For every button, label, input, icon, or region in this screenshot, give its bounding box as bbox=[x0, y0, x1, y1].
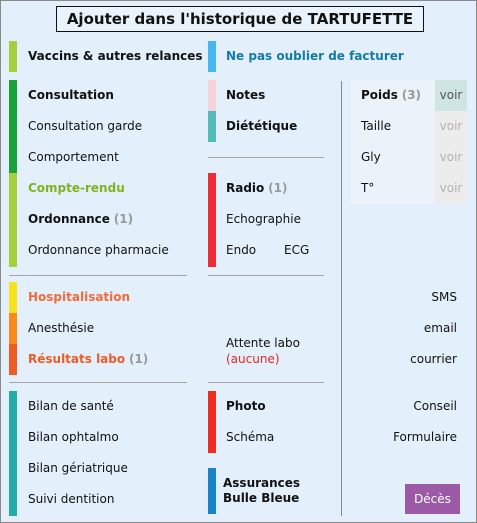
courrier-button[interactable]: courrier bbox=[410, 352, 457, 366]
resultats-labo-count: (1) bbox=[128, 352, 149, 366]
middle-divider-2 bbox=[208, 275, 324, 276]
notes-bar bbox=[208, 80, 216, 111]
facturer-bar bbox=[208, 41, 216, 72]
attente-labo-label[interactable]: Attente labo bbox=[226, 336, 300, 350]
dietetique-button[interactable]: Diététique bbox=[226, 119, 298, 133]
ordonnance-label: Ordonnance bbox=[28, 212, 110, 226]
email-button[interactable]: email bbox=[423, 321, 457, 335]
formulaire-button[interactable]: Formulaire bbox=[393, 430, 457, 444]
consultation-garde-button[interactable]: Consultation garde bbox=[28, 119, 143, 133]
gly-voir-button[interactable]: voir bbox=[435, 142, 467, 173]
poids-count: (3) bbox=[401, 88, 422, 102]
left-divider-2 bbox=[9, 382, 187, 383]
radio-count: (1) bbox=[268, 181, 288, 195]
assurances-bar bbox=[208, 468, 216, 514]
left-divider-1 bbox=[9, 275, 187, 276]
consultation-button[interactable]: Consultation bbox=[28, 88, 114, 102]
right-column-separator bbox=[341, 81, 342, 516]
temperature-voir-button[interactable]: voir bbox=[435, 173, 467, 204]
ordonnance-button[interactable] bbox=[28, 212, 133, 226]
radio-button[interactable] bbox=[226, 181, 287, 195]
dietetique-bar bbox=[208, 111, 216, 142]
anesthesie-button[interactable]: Anesthésie bbox=[28, 321, 95, 335]
vaccins-button[interactable]: Vaccins & autres relances bbox=[28, 49, 203, 63]
resultats-labo-bar bbox=[9, 344, 17, 375]
ordonnance-pharmacie-button[interactable]: Ordonnance pharmacie bbox=[28, 243, 169, 257]
hospitalisation-bar bbox=[9, 282, 17, 313]
radio-label: Radio bbox=[226, 181, 265, 195]
resultats-labo-label: Résultats labo bbox=[28, 352, 126, 366]
attente-labo-status: (aucune) bbox=[226, 352, 280, 366]
assurances-line1: Assurances bbox=[223, 476, 301, 490]
endo-button[interactable]: Endo bbox=[226, 243, 257, 257]
poids-button[interactable] bbox=[361, 88, 421, 102]
middle-divider-3 bbox=[208, 382, 324, 383]
poids-label: Poids bbox=[361, 88, 398, 102]
gly-button[interactable]: Gly bbox=[361, 150, 381, 164]
taille-button[interactable]: Taille bbox=[361, 119, 392, 133]
temperature-button[interactable]: T° bbox=[361, 181, 375, 195]
deces-button[interactable]: Décès bbox=[405, 484, 460, 514]
consultation-bar bbox=[9, 80, 17, 174]
comportement-button[interactable]: Comportement bbox=[28, 150, 119, 164]
notes-button[interactable]: Notes bbox=[226, 88, 266, 102]
resultats-labo-button[interactable] bbox=[28, 352, 148, 366]
bilan-geriatrique-button[interactable]: Bilan gériatrique bbox=[28, 461, 128, 475]
sms-button[interactable]: SMS bbox=[431, 290, 457, 304]
bilan-sante-button[interactable]: Bilan de santé bbox=[28, 399, 114, 413]
facturer-button[interactable]: Ne pas oublier de facturer bbox=[226, 49, 404, 63]
photo-bar bbox=[208, 391, 216, 453]
ecg-button[interactable]: ECG bbox=[284, 243, 310, 257]
middle-divider-1 bbox=[208, 157, 324, 158]
dialog-title: Ajouter dans l'historique de TARTUFETTE bbox=[56, 6, 424, 32]
bilan-bar bbox=[9, 391, 17, 516]
suivi-dentition-button[interactable]: Suivi dentition bbox=[28, 492, 115, 506]
vaccins-bar bbox=[9, 41, 17, 72]
anesthesie-bar bbox=[9, 313, 17, 344]
bilan-ophtalmo-button[interactable]: Bilan ophtalmo bbox=[28, 430, 119, 444]
radio-bar bbox=[208, 173, 216, 267]
taille-voir-button[interactable]: voir bbox=[435, 111, 467, 142]
compte-rendu-button[interactable]: Compte-rendu bbox=[28, 181, 125, 195]
poids-voir-button[interactable]: voir bbox=[435, 80, 467, 111]
echographie-button[interactable]: Echographie bbox=[226, 212, 301, 226]
conseil-button[interactable]: Conseil bbox=[413, 399, 457, 413]
schema-button[interactable]: Schéma bbox=[226, 430, 275, 444]
compte-rendu-bar bbox=[9, 173, 17, 267]
ordonnance-count: (1) bbox=[113, 212, 134, 226]
photo-button[interactable]: Photo bbox=[226, 399, 266, 413]
assurances-button[interactable] bbox=[223, 476, 300, 506]
assurances-line2: Bulle Bleue bbox=[223, 491, 300, 505]
hospitalisation-button[interactable]: Hospitalisation bbox=[28, 290, 131, 304]
